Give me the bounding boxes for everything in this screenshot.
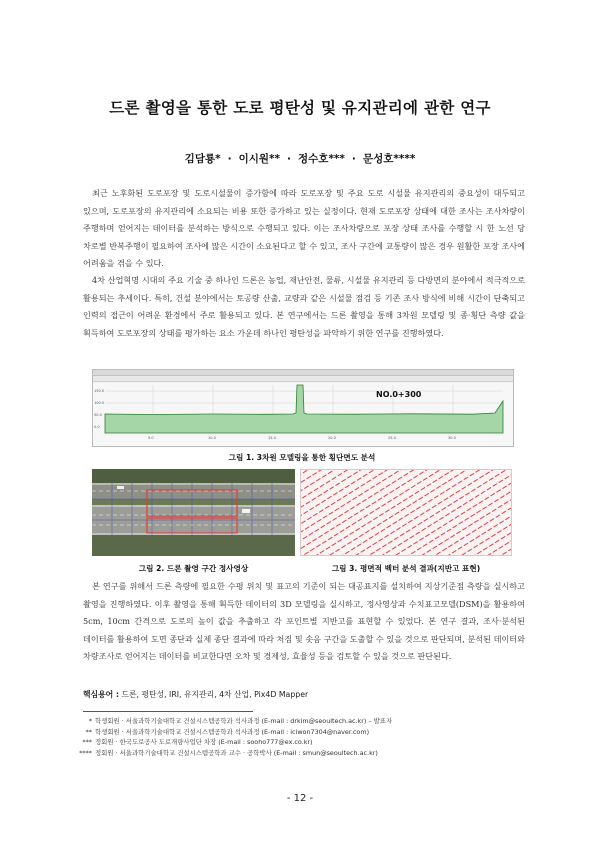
author-separator: ·	[287, 153, 292, 165]
footnote-mark: *	[88, 717, 92, 725]
vector-mark-field	[301, 470, 511, 555]
orthophoto-svg	[92, 469, 295, 556]
footnote-text: 학생회원 · 서울과학기술대학교 건설시스템공학과 석사과정 (E-mail : iciwon7304@naver.com)	[95, 727, 370, 736]
footnote-mark: ***	[82, 738, 92, 747]
cross-section-figure	[92, 369, 514, 447]
software-toolbar	[93, 376, 513, 382]
svg-text:150.0: 150.0	[94, 389, 105, 393]
profile-plot	[93, 383, 513, 446]
station-label: NO.0+300	[376, 390, 422, 399]
svg-text:50.0: 50.0	[94, 413, 102, 417]
keywords-label: 핵심용어 :	[83, 690, 119, 699]
body-paragraph: 4차 산업혁명 시대의 주요 기술 중 하나인 드론은 농업, 재난안전, 물류, 시설물 유지관리 등 다방면의 분야에서 적극적으로 활용되는 추세이다. 특히, 건설 분야에서는 토공량 산출, 교량과 같은 시설물 점검 등 기존 조사 방식에 비해 시간이 단축되고 인력의 접근이 어려운 환경에서 주로 활용되고 있다. 본 연구에서는 드론 촬영을 통해 3차원 모델링 및 종·횡단 측량 값을 획득하여 도로포장의 상태를 평가하는 요소 가운데 하나인 평탄성을 파악하기 위한 연구를 진행하였다.	[83, 275, 525, 338]
body-paragraph: 본 연구를 위해서 드론 측량에 필요한 수평 위치 및 표고의 기준이 되는 대공표지를 설치하여 지상기준점 측량을 실시하고 촬영을 진행하였다. 이후 촬영을 통해 획득한 데이터의 3D 모델링을 실시하고, 정사영상과 수치표고모델(DSM)을 활용하여 5cm, 10cm 간격으로 도로의 높이 값을 추출하고 각 포인트별 지반고를 표현할 수 있었다. 본 연구 결과, 조사·분석된 데이터를 활용하여 도면 종단과 실제 종단 결과에 따라 처짐 및 솟음 구간을 도출할 수 있을 것으로 판단되며, 분석된 데이터와 차량조사로 얻어지는 데이터를 비교한다면 오차 및 경제성, 효율성 등을 검토할 수 있을 것으로 판단된다.	[83, 581, 525, 661]
svg-text:0.0: 0.0	[94, 425, 100, 429]
footnote	[74, 716, 544, 727]
keywords-text: 드론, 평탄성, IRI, 유지관리, 4차 산업, Pix4D Mapper	[121, 690, 309, 699]
footnote-mark: ****	[79, 748, 92, 757]
author-separator: ·	[351, 153, 356, 165]
svg-text:25.0: 25.0	[388, 436, 396, 440]
body-paragraph: 최근 노후화된 도로포장 및 도로시설물이 증가함에 따라 도로포장 및 주요 도로 시설물 유지관리의 중요성이 대두되고 있으며, 도로포장의 유지관리에 소요되는 비용 또한 증가하고 있는 실정이다. 현재 도로포장 상태에 대한 조사는 조사차량이 주행하며 얻어지는 데이터를 분석하는 방식으로 수행되고 있다. 이는 조사차량으로 포장 상태 조사를 수행할 시 한 노선 당 차로별 반복주행이 필요하여 조사에 많은 시간이 소요된다고 할 수 있고, 조사 구간에 교통량이 많은 경우 원활한 포장 조사에 어려움을 겪을 수 있다.	[83, 188, 525, 268]
author-name: 이시원**	[238, 153, 281, 165]
profile-svg	[93, 383, 513, 446]
svg-text:15.0: 15.0	[268, 436, 276, 440]
vector-analysis-image	[300, 469, 512, 556]
footnote-text: 정회원 · 서울과학기술대학교 건설시스템공학과 교수 · 공학박사 (E-mail : smun@seoultech.ac.kr)	[95, 748, 378, 757]
figure-caption: 그림 3. 평면적 벡터 분석 결과(지반고 표현)	[331, 564, 481, 573]
footnote-text: 학생회원 · 서울과학기술대학교 건설시스템공학과 석사과정 (E-mail : drkim@seoultech.ac.kr) – 발표자	[95, 717, 393, 725]
svg-text:5.0: 5.0	[148, 436, 154, 440]
svg-text:30.0: 30.0	[448, 436, 456, 440]
figure-caption: 그림 1. 3차원 모델링을 통한 횡단면도 분석	[228, 453, 376, 462]
author-name: 정수호***	[298, 153, 345, 165]
author-list	[40, 151, 560, 166]
svg-text:20.0: 20.0	[328, 436, 336, 440]
keywords	[83, 689, 308, 700]
footnote-text: 정회원 · 한국도로공사 도로개량사업단 차장 (E-mail : sooho777@ex.co.kr)	[95, 738, 313, 747]
svg-text:10.0: 10.0	[208, 436, 216, 440]
footnote-mark: **	[85, 727, 92, 736]
page-number: - 12 -	[286, 793, 314, 804]
footnotes	[74, 716, 544, 758]
author-separator: ·	[227, 153, 232, 165]
figure-caption: 그림 2. 드론 촬영 구간 정사영상	[138, 564, 249, 573]
footnote	[74, 737, 544, 748]
footnote-divider	[83, 711, 253, 712]
author-name: 김담룡*	[184, 153, 221, 165]
svg-text:100.0: 100.0	[94, 401, 105, 405]
vector-analysis-svg	[301, 470, 511, 555]
footnote	[74, 748, 544, 759]
orthophoto-image	[92, 469, 295, 556]
author-name: 문성호****	[362, 153, 416, 165]
paper-title: 드론 촬영을 통한 도로 평탄성 및 유지관리에 관한 연구	[109, 99, 491, 117]
footnote	[74, 727, 544, 738]
